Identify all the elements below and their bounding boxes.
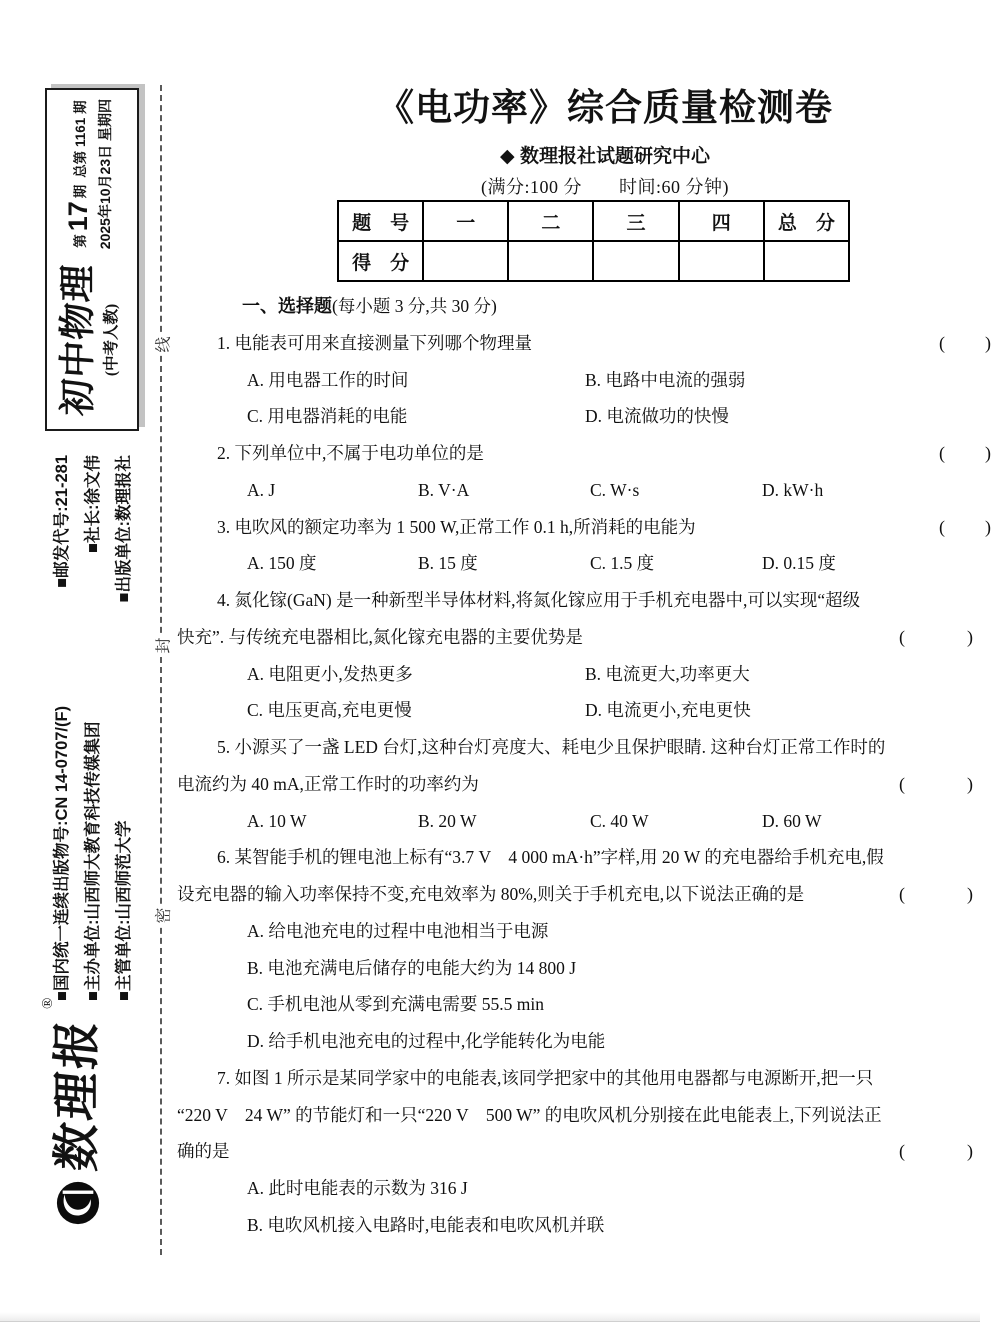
page-bottom-edge xyxy=(0,1312,980,1322)
option: B. 15 度 xyxy=(418,553,478,574)
cn-serial-number: ■国内统一连续出版物号:CN 14-0707/(F) xyxy=(53,705,71,1001)
question-line: ( ) 电流约为 40 mA,正常工作时的功率约为 xyxy=(177,766,975,803)
question-line: ( ) 确的是 xyxy=(177,1133,975,1170)
options-row xyxy=(177,803,975,840)
section-heading xyxy=(177,288,975,325)
publication-edition: (中考人教) xyxy=(102,303,120,377)
option: B. 电池充满电后储存的电能大约为 14 800 J xyxy=(247,957,577,978)
answer-bracket: ( ) xyxy=(899,1141,973,1162)
shulibao-brand-logo xyxy=(36,997,120,1228)
options-row xyxy=(177,398,975,435)
publisher-row xyxy=(48,455,72,1001)
option: A. 给电池充电的过程中电池相当于电源 xyxy=(247,920,549,941)
option: A. J xyxy=(247,479,276,500)
option: D. 电流做功的快慢 xyxy=(585,406,729,427)
score-header-cell: 一 xyxy=(423,201,508,241)
answer-bracket: ( ) xyxy=(939,516,991,537)
exam-source-line: ◆ 数理报社试题研究中心 xyxy=(500,146,710,167)
options-row xyxy=(177,362,975,399)
total-issue-number: 总第 1161 期 xyxy=(72,100,88,178)
option: A. 此时电能表的示数为 316 J xyxy=(247,1178,468,1198)
option: C. W·s xyxy=(590,479,640,500)
issue-line xyxy=(65,99,92,249)
question-line: ( ) 1. 电能表可用来直接测量下列哪个物理量 xyxy=(177,325,975,362)
publishing-unit: ■出版单位:数理报社 xyxy=(115,455,133,603)
option: D. 电流更小,充电更快 xyxy=(585,700,751,721)
issue-label-post: 期 xyxy=(72,184,88,199)
issue-label-pre: 第 xyxy=(72,234,88,248)
question-line: ( ) 快充”. 与传统充电器相比,氮化镓充电器的主要优势是 xyxy=(177,619,975,656)
publisher-row xyxy=(79,455,103,1001)
score-header-cell: 三 xyxy=(593,201,678,241)
organizer-unit: ■主办单位:山西师大教育科技传媒集团 xyxy=(84,721,102,1001)
score-table-score-row xyxy=(338,241,849,281)
score-header-cell: 四 xyxy=(679,201,764,241)
option: A. 用电器工作的时间 xyxy=(247,369,409,390)
question-area xyxy=(177,288,991,1244)
option: D. 给手机电池充电的过程中,化学能转化为电能 xyxy=(247,1031,606,1051)
registered-trademark-icon: ® xyxy=(40,997,56,1009)
answer-bracket: ( ) xyxy=(899,773,973,794)
score-blank-cell xyxy=(423,241,508,281)
question-line: 5. 小源买了一盏 LED 台灯,这种台灯亮度大、耗电少且保护眼睛. 这种台灯正常工作时的 xyxy=(217,737,886,757)
score-table-header-row xyxy=(338,201,849,241)
score-blank-cell xyxy=(593,241,678,281)
option: D. 60 W xyxy=(762,810,822,831)
answer-bracket: ( ) xyxy=(939,332,991,353)
logo-text: 数理报 xyxy=(51,1015,104,1174)
exam-score-time-meta: (满分:100 分 时间:60 分钟) xyxy=(481,177,729,197)
option: B. 电吹风机接入电路时,电能表和电吹风机并联 xyxy=(247,1214,605,1235)
president-name: ■社长:徐文伟 xyxy=(84,455,102,553)
question-line: ( ) 3. 电吹风的额定功率为 1 500 W,正常工作 0.1 h,所消耗的电能为 xyxy=(177,509,975,546)
supervisor-unit: ■主管单位:山西师范大学 xyxy=(115,820,133,1001)
publisher-info-block xyxy=(47,455,135,1001)
answer-bracket: ( ) xyxy=(939,443,991,463)
publication-date: 2025年10月23日 星期四 xyxy=(97,99,113,250)
masthead-content xyxy=(47,90,133,425)
postal-distribution-code: ■邮发代号:21-281 xyxy=(53,455,71,588)
option: D. 0.15 度 xyxy=(762,553,836,574)
publication-title: 初中物理 xyxy=(57,262,99,418)
option: A. 10 W xyxy=(247,810,307,831)
option: B. 电路中电流的强弱 xyxy=(585,369,746,390)
answer-bracket: ( ) xyxy=(899,884,973,904)
option: B. V·A xyxy=(418,479,470,500)
option: B. 电流更大,功率更大 xyxy=(585,663,750,684)
section-note: (每小题 3 分,共 30 分) xyxy=(332,296,497,316)
answer-bracket: ( ) xyxy=(899,626,973,647)
question-line: “220 V 24 W” 的节能灯和一只“220 V 500 W” 的电吹风机分别接在此电能表上,下列说法正 xyxy=(177,1104,882,1125)
question-line: 4. 氮化镓(GaN) 是一种新型半导体材料,将氮化镓应用于手机充电器中,可以实现“超级 xyxy=(217,590,861,610)
option: B. 20 W xyxy=(418,810,477,831)
score-table xyxy=(337,200,850,282)
question-line: ( ) 设充电器的输入功率保持不变,充电效率为 80%,则关于手机充电,以下说法正确的是 xyxy=(177,876,975,913)
seal-char-xian: 线 xyxy=(148,334,177,356)
masthead-box xyxy=(45,88,139,431)
seal-char-mi: 密 xyxy=(148,905,177,927)
option: D. kW·h xyxy=(762,479,824,500)
score-header-cell: 二 xyxy=(508,201,593,241)
seal-line xyxy=(155,85,173,1255)
section-title: 一、选择题 xyxy=(242,296,332,316)
option: A. 150 度 xyxy=(247,553,317,574)
question-line: ( ) 2. 下列单位中,不属于电功单位的是 xyxy=(177,435,975,472)
question-line: 7. 如图 1 所示是某同学家中的电能表,该同学把家中的其他用电器都与电源断开,把一只 xyxy=(217,1067,874,1088)
option: C. 电压更高,充电更慢 xyxy=(247,700,412,721)
score-blank-cell xyxy=(508,241,593,281)
newspaper-logo-icon xyxy=(55,1180,101,1226)
exam-header xyxy=(230,84,980,199)
options-row xyxy=(177,656,975,693)
publisher-row xyxy=(110,455,134,1001)
seal-char-feng: 封 xyxy=(148,635,177,657)
exam-title: 《电功率》综合质量检测卷 xyxy=(377,88,833,129)
score-blank-cell xyxy=(679,241,764,281)
option: C. 1.5 度 xyxy=(590,553,655,574)
option: C. 手机电池从零到充满电需要 55.5 min xyxy=(247,994,545,1015)
score-blank-cell xyxy=(764,241,849,281)
score-header-cell: 总 分 xyxy=(764,201,849,241)
options-row xyxy=(177,692,975,729)
option: C. 用电器消耗的电能 xyxy=(247,406,408,427)
option: C. 40 W xyxy=(590,810,649,831)
option: A. 电阻更小,发热更多 xyxy=(247,663,413,684)
options-row xyxy=(177,472,975,509)
score-header-cell: 题 号 xyxy=(338,201,423,241)
issue-number: 17 xyxy=(63,201,93,232)
options-row xyxy=(177,545,975,582)
score-row-label: 得 分 xyxy=(338,241,423,281)
question-line: 6. 某智能手机的锂电池上标有“3.7 V 4 000 mA·h”字样,用 20 W 的充电器给手机充电,假 xyxy=(217,847,884,868)
